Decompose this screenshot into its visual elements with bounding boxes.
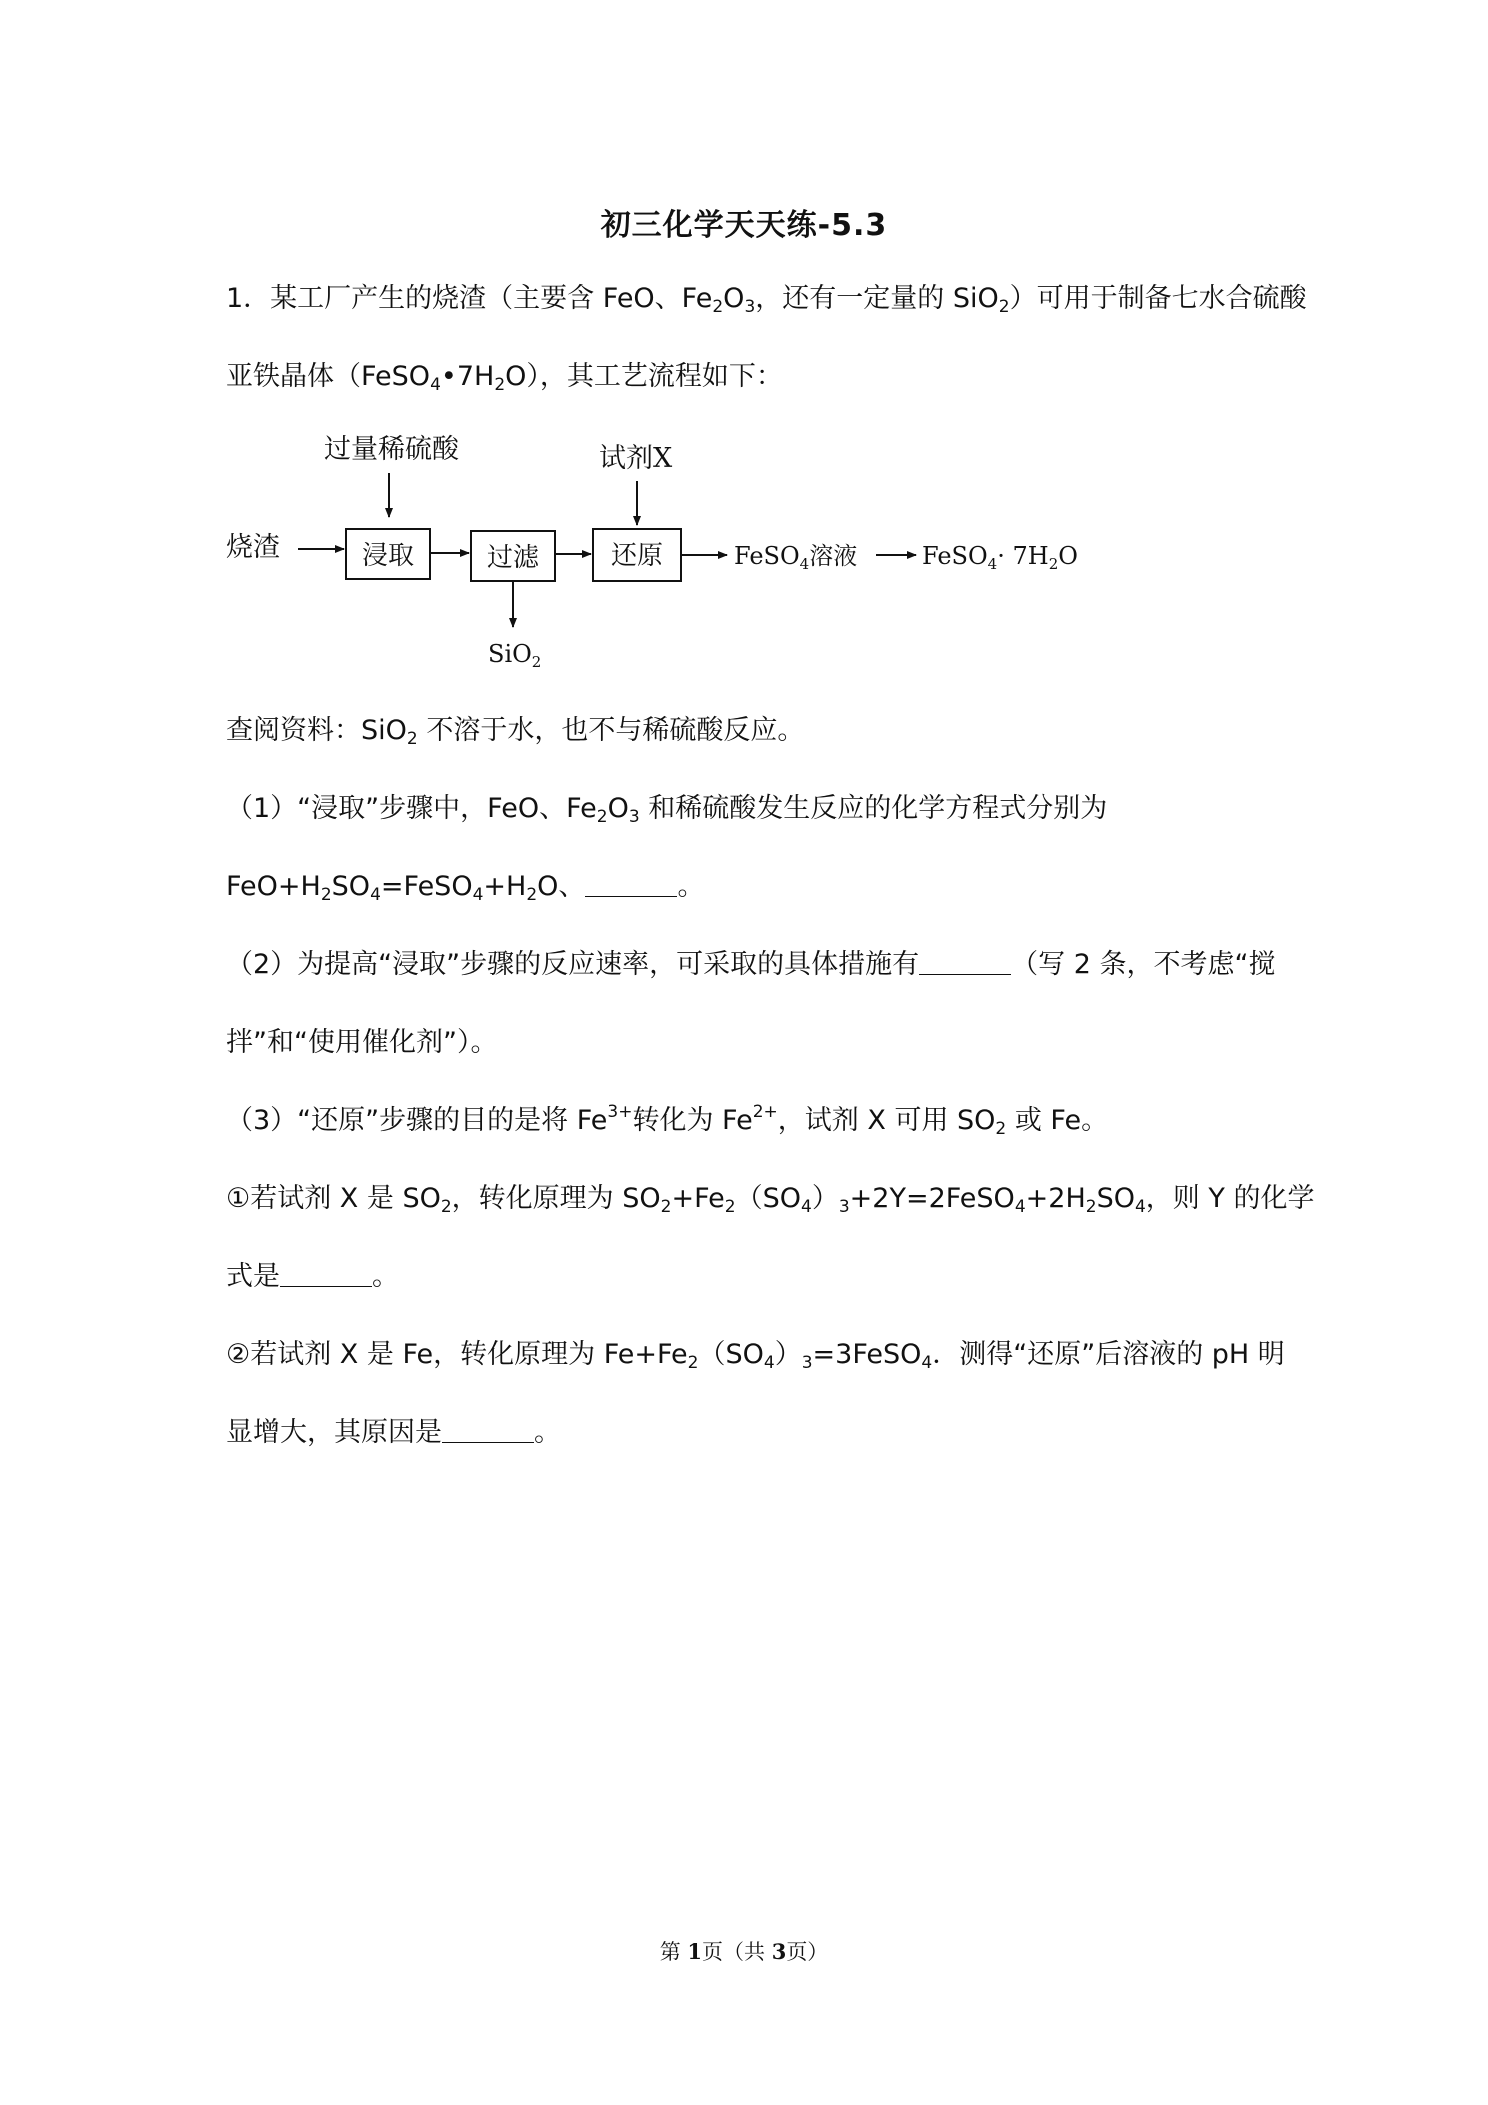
step-filter-label: 过滤 (486, 543, 540, 573)
reference-note: 查阅资料：SiO$_2$ 不溶于水，也不与稀硫酸反应。 (226, 715, 805, 749)
byproduct-sio2-label: SiO$_2$ (488, 640, 542, 671)
product-feso4-solution-label: FeSO$_4$溶液 (734, 542, 858, 573)
subquestion-2-line2: 拌”和“使用催化剂”）。 (226, 1027, 498, 1058)
reagent-x-label: 试剂X (599, 443, 673, 474)
subquestion-2-line1: （2）为提高“浸取”步骤的反应速率，可采取的具体措施有 （写 2 条，不考虑“搅 (226, 949, 1276, 980)
subquestion-3-item2-line1: ②若试剂 X 是 Fe，转化原理为 $Fe+Fe_2(SO_4)_3=3FeSO_4$．测得“还原”后溶液的 pH 明 (226, 1339, 1285, 1373)
subquestion-3-item1-line2: 式是 。 (226, 1261, 399, 1292)
process-flow-diagram (226, 425, 1126, 685)
subquestion-3-line1: （3）“还原”步骤的目的是将 $Fe^{3+}$转化为 $Fe^{2+}$，试剂 X 可用 $SO_2$ 或 Fe。 (226, 1102, 1109, 1139)
subquestion-3-item1-line1: ①若试剂 X 是 $SO_2$，转化原理为 $SO_2+Fe_2(SO_4)_3+2Y=2FeSO_4+2H_2SO_4$，则 Y 的化学 (226, 1183, 1315, 1217)
subquestion-1-equation: $FeO+H_2SO_4=FeSO_4+H_2O$、 。 (226, 871, 705, 905)
page-footer: 第 1页（共 3页） (659, 1939, 829, 1964)
page-title: 初三化学天天练-5.3 (600, 208, 888, 243)
subquestion-3-item2-line2: 显增大，其原因是 。 (226, 1417, 561, 1448)
question-intro-line1: 1．某工厂产生的烧渣（主要含 FeO、$Fe_2O_3$，还有一定量的 SiO$_2$）可用于制备七水合硫酸 (226, 283, 1307, 317)
answer-blank-2[interactable] (919, 948, 1011, 975)
start-label-slag: 烧渣 (226, 532, 280, 563)
product-crystal-label: FeSO$_4$· $7H_2O$ (922, 542, 1078, 573)
step-leach-label: 浸取 (361, 541, 415, 571)
subquestion-1-line1: （1）“浸取”步骤中，FeO、$Fe_2O_3$ 和稀硫酸发生反应的化学方程式分别为 (226, 793, 1108, 827)
question-intro-line2: 亚铁晶体$(FeSO_4•7H_2O)$，其工艺流程如下： (226, 361, 783, 395)
reagent-acid-label: 过量稀硫酸 (324, 434, 459, 465)
step-reduce-label: 还原 (610, 541, 664, 571)
answer-blank-4[interactable] (442, 1416, 534, 1443)
answer-blank-3[interactable] (280, 1260, 372, 1287)
answer-blank-1[interactable] (585, 870, 677, 897)
